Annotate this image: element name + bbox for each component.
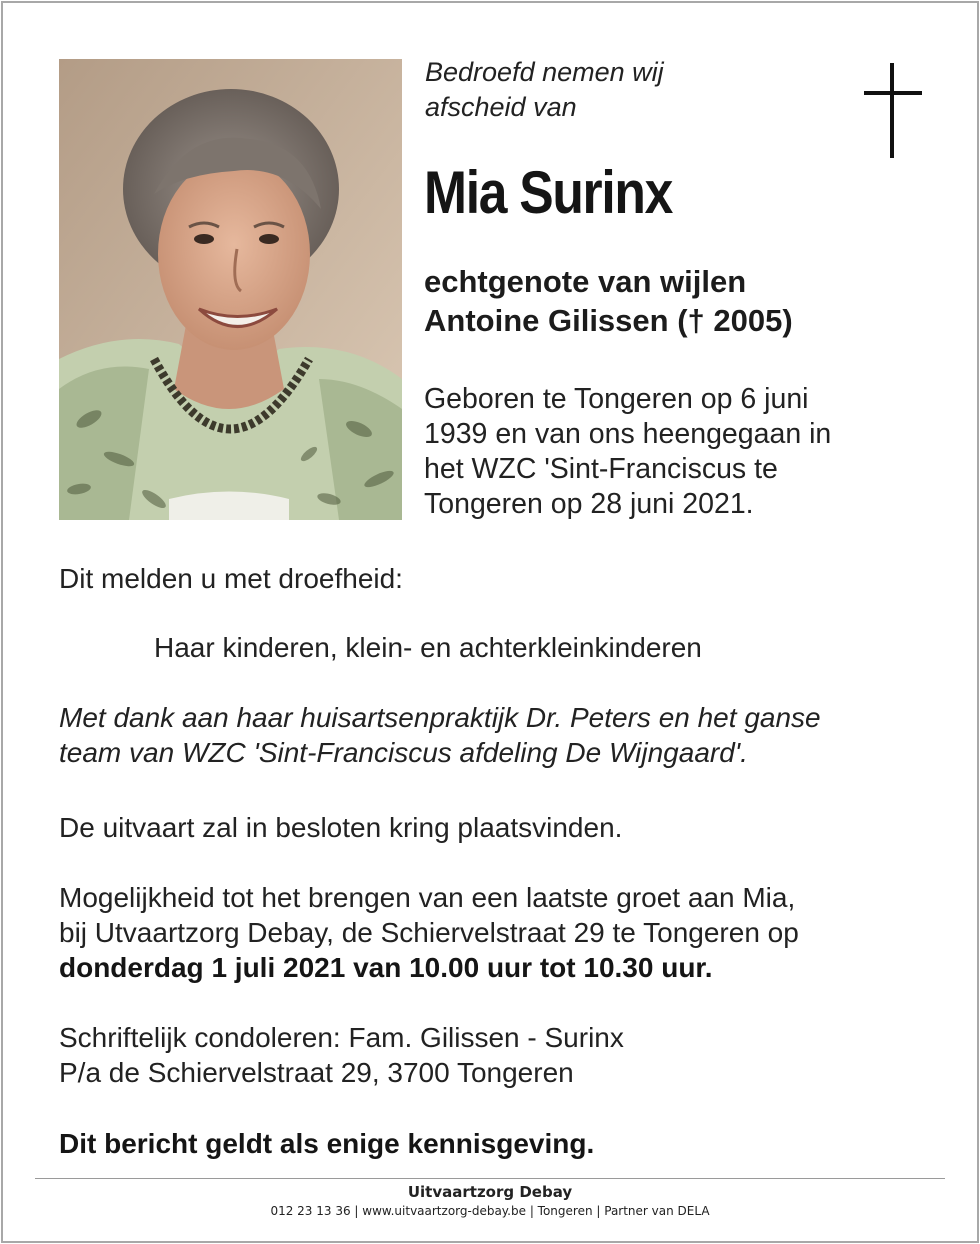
condolence-line: Schriftelijk condoleren: Fam. Gilissen - Surinx [59, 1022, 624, 1053]
footer-divider [35, 1178, 945, 1179]
born-line: Geboren te Tongeren op 6 juni [424, 383, 809, 415]
born-line: Tongeren op 28 juni 2021. [424, 488, 754, 520]
spouse-line: echtgenote van wijlen [424, 264, 747, 299]
intro-text [425, 55, 664, 125]
funeral-text: De uitvaart zal in besloten kring plaatsvinden. [59, 812, 623, 843]
condolence-address: P/a de Schiervelstraat 29, 3700 Tongeren [59, 1057, 574, 1088]
footer-contact: 012 23 13 36 | www.uitvaartzorg-debay.be | Tongeren | Partner van DELA [270, 1204, 710, 1218]
announcement-text: Dit melden u met droefheid: [59, 563, 403, 594]
visit-datetime: donderdag 1 juli 2021 van 10.00 uur tot 10.30 uur. [59, 952, 713, 983]
spouse-text [424, 262, 793, 340]
family-text: Haar kinderen, klein- en achterkleinkinderen [154, 632, 702, 663]
condolence-text [59, 1020, 624, 1090]
birth-death-text [424, 382, 874, 522]
cross-icon [864, 63, 922, 158]
born-line: 1939 en van ons heengegaan in [424, 418, 832, 450]
intro-line: afscheid van [425, 92, 577, 122]
intro-line: Bedroefd nemen wij [425, 57, 664, 87]
thanks-line: Met dank aan haar huisartsenpraktijk Dr. Peters en het ganse [59, 702, 821, 733]
thanks-text [59, 700, 821, 770]
notice-text: Dit bericht geldt als enige kennisgeving. [59, 1128, 595, 1159]
born-line: het WZC 'Sint-Franciscus te [424, 453, 778, 485]
portrait-photo [59, 59, 402, 520]
footer-company: Uitvaartzorg Debay [407, 1183, 573, 1201]
deceased-name: Mia Surinx [424, 159, 673, 226]
visit-line: bij Utvaartzorg Debay, de Schiervelstraat 29 te Tongeren op [59, 917, 799, 948]
visit-text [59, 880, 799, 985]
spouse-line: Antoine Gilissen († 2005) [424, 303, 793, 338]
thanks-line: team van WZC 'Sint-Franciscus afdeling De Wijngaard'. [59, 737, 748, 768]
visit-line: Mogelijkheid tot het brengen van een laatste groet aan Mia, [59, 882, 796, 913]
